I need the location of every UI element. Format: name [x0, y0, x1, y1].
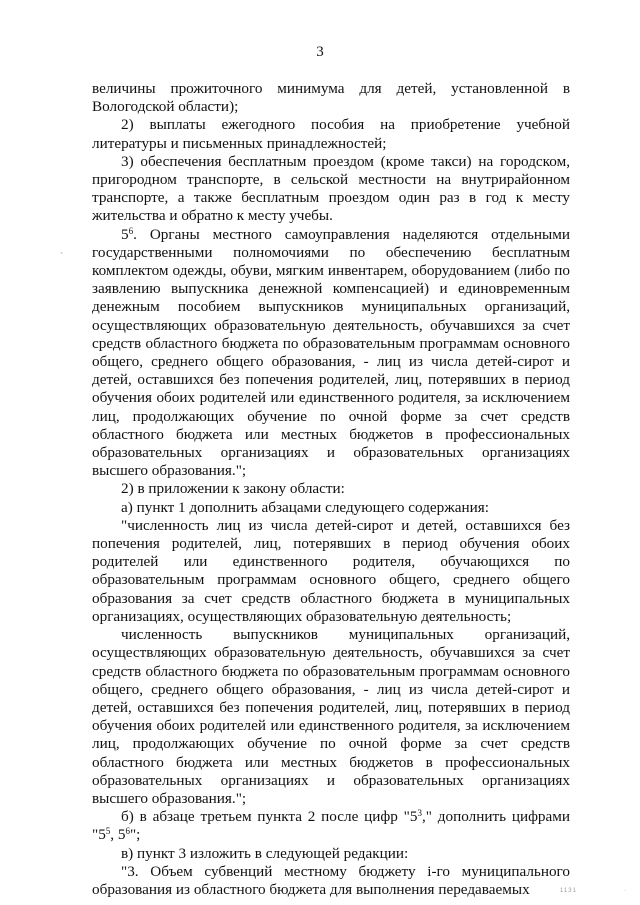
text-run: , 5 [110, 826, 126, 844]
superscript: 6 [125, 826, 130, 837]
superscript: 5 [105, 826, 111, 837]
paragraph: "численность лиц из числа детей-сирот и детей, оставшихся без попечения родителей, лиц, потерявших в период обучения обоих родителей или единственного родителя, обучающихся по образовательным программам основного общего, среднего общего образования за счет средств областного бюджета в муниципальных организациях, осуществляющих образовательную деятельность; [92, 516, 570, 625]
text-run: б) в абзаце третьем пункта 2 после цифр "5 [121, 808, 418, 826]
paragraph: 2) в приложении к закону области: [121, 480, 345, 498]
document-body [92, 80, 570, 899]
margin-mark: ` [60, 252, 64, 263]
paragraph: 2) выплаты ежегодного пособия на приобретение учебной литературы и письменных принадлежностей; [92, 116, 570, 152]
article-superscript: 6 [128, 225, 134, 236]
article-number: 5 [121, 225, 129, 243]
page-number: 3 [316, 44, 324, 60]
footer-mark: 1131 [560, 888, 577, 894]
paragraph: а) пункт 1 дополнить абзацами следующего содержания: [121, 498, 489, 516]
paragraph: численность выпускников муниципальных организаций, осуществляющих образовательную деятельность, обучавшихся за счет средств областного бюджета по образовательным программам основного общего, среднего общего образования, - лиц из числа детей-сирот и детей, оставшихся без попечения родителей, лиц, потерявших в период обучения обоих родителей или единственного родителя, за исключением лиц, продолжающих обучение по очной форме за счет средств областного бюджета или местных бюджетов в профессиональных образовательных организациях и образовательных организациях высшего образования."; [92, 626, 570, 807]
paragraph: в) пункт 3 изложить в следующей редакции: [121, 844, 409, 862]
paragraph: величины прожиточного минимума для детей, установленной в Вологодской области); [92, 80, 570, 116]
paragraph: 3) обеспечения бесплатным проездом (кроме такси) на городском, пригородном транспорте, в сельской местности на внутрирайонном транспорте, а также бесплатным проездом один раз в год к месту жительства и обратно к месту учебы. [92, 152, 570, 225]
text-run: ," дополнить цифрами "5 [92, 808, 571, 844]
paragraph-article-5-6 [92, 226, 570, 481]
paragraph: "3. Объем субвенций местному бюджету i-го муниципального образования из областного бюджета для выполнения передаваемых [92, 862, 570, 898]
footer-dot: · [624, 888, 626, 894]
paragraph-b [92, 808, 570, 844]
text-run: "; [129, 826, 141, 844]
superscript: 3 [417, 808, 422, 819]
paragraph-text: . Органы местного самоуправления наделяются отдельными государственными полномочиями по обеспечению бесплатным комплектом одежды, обуви, мягким инвентарем, оборудованием (либо по заявлению выпускника денежной компенсацией) и единовременным денежным пособием выпускников муниципальных организаций, осуществляющих образовательную деятельность, обучавшихся за счет средств областного бюджета по образовательным программам основного общего, среднего общего образования, - лиц из числа детей-сирот и детей, оставшихся без попечения родителей, лиц, потерявших в период обучения обоих родителей или единственного родителя, за исключением лиц, продолжающих обучение по очной форме за счет средств областного бюджета или местных бюджетов в профессиональных образовательных организациях и образовательных организациях высшего образования."; [92, 225, 570, 480]
